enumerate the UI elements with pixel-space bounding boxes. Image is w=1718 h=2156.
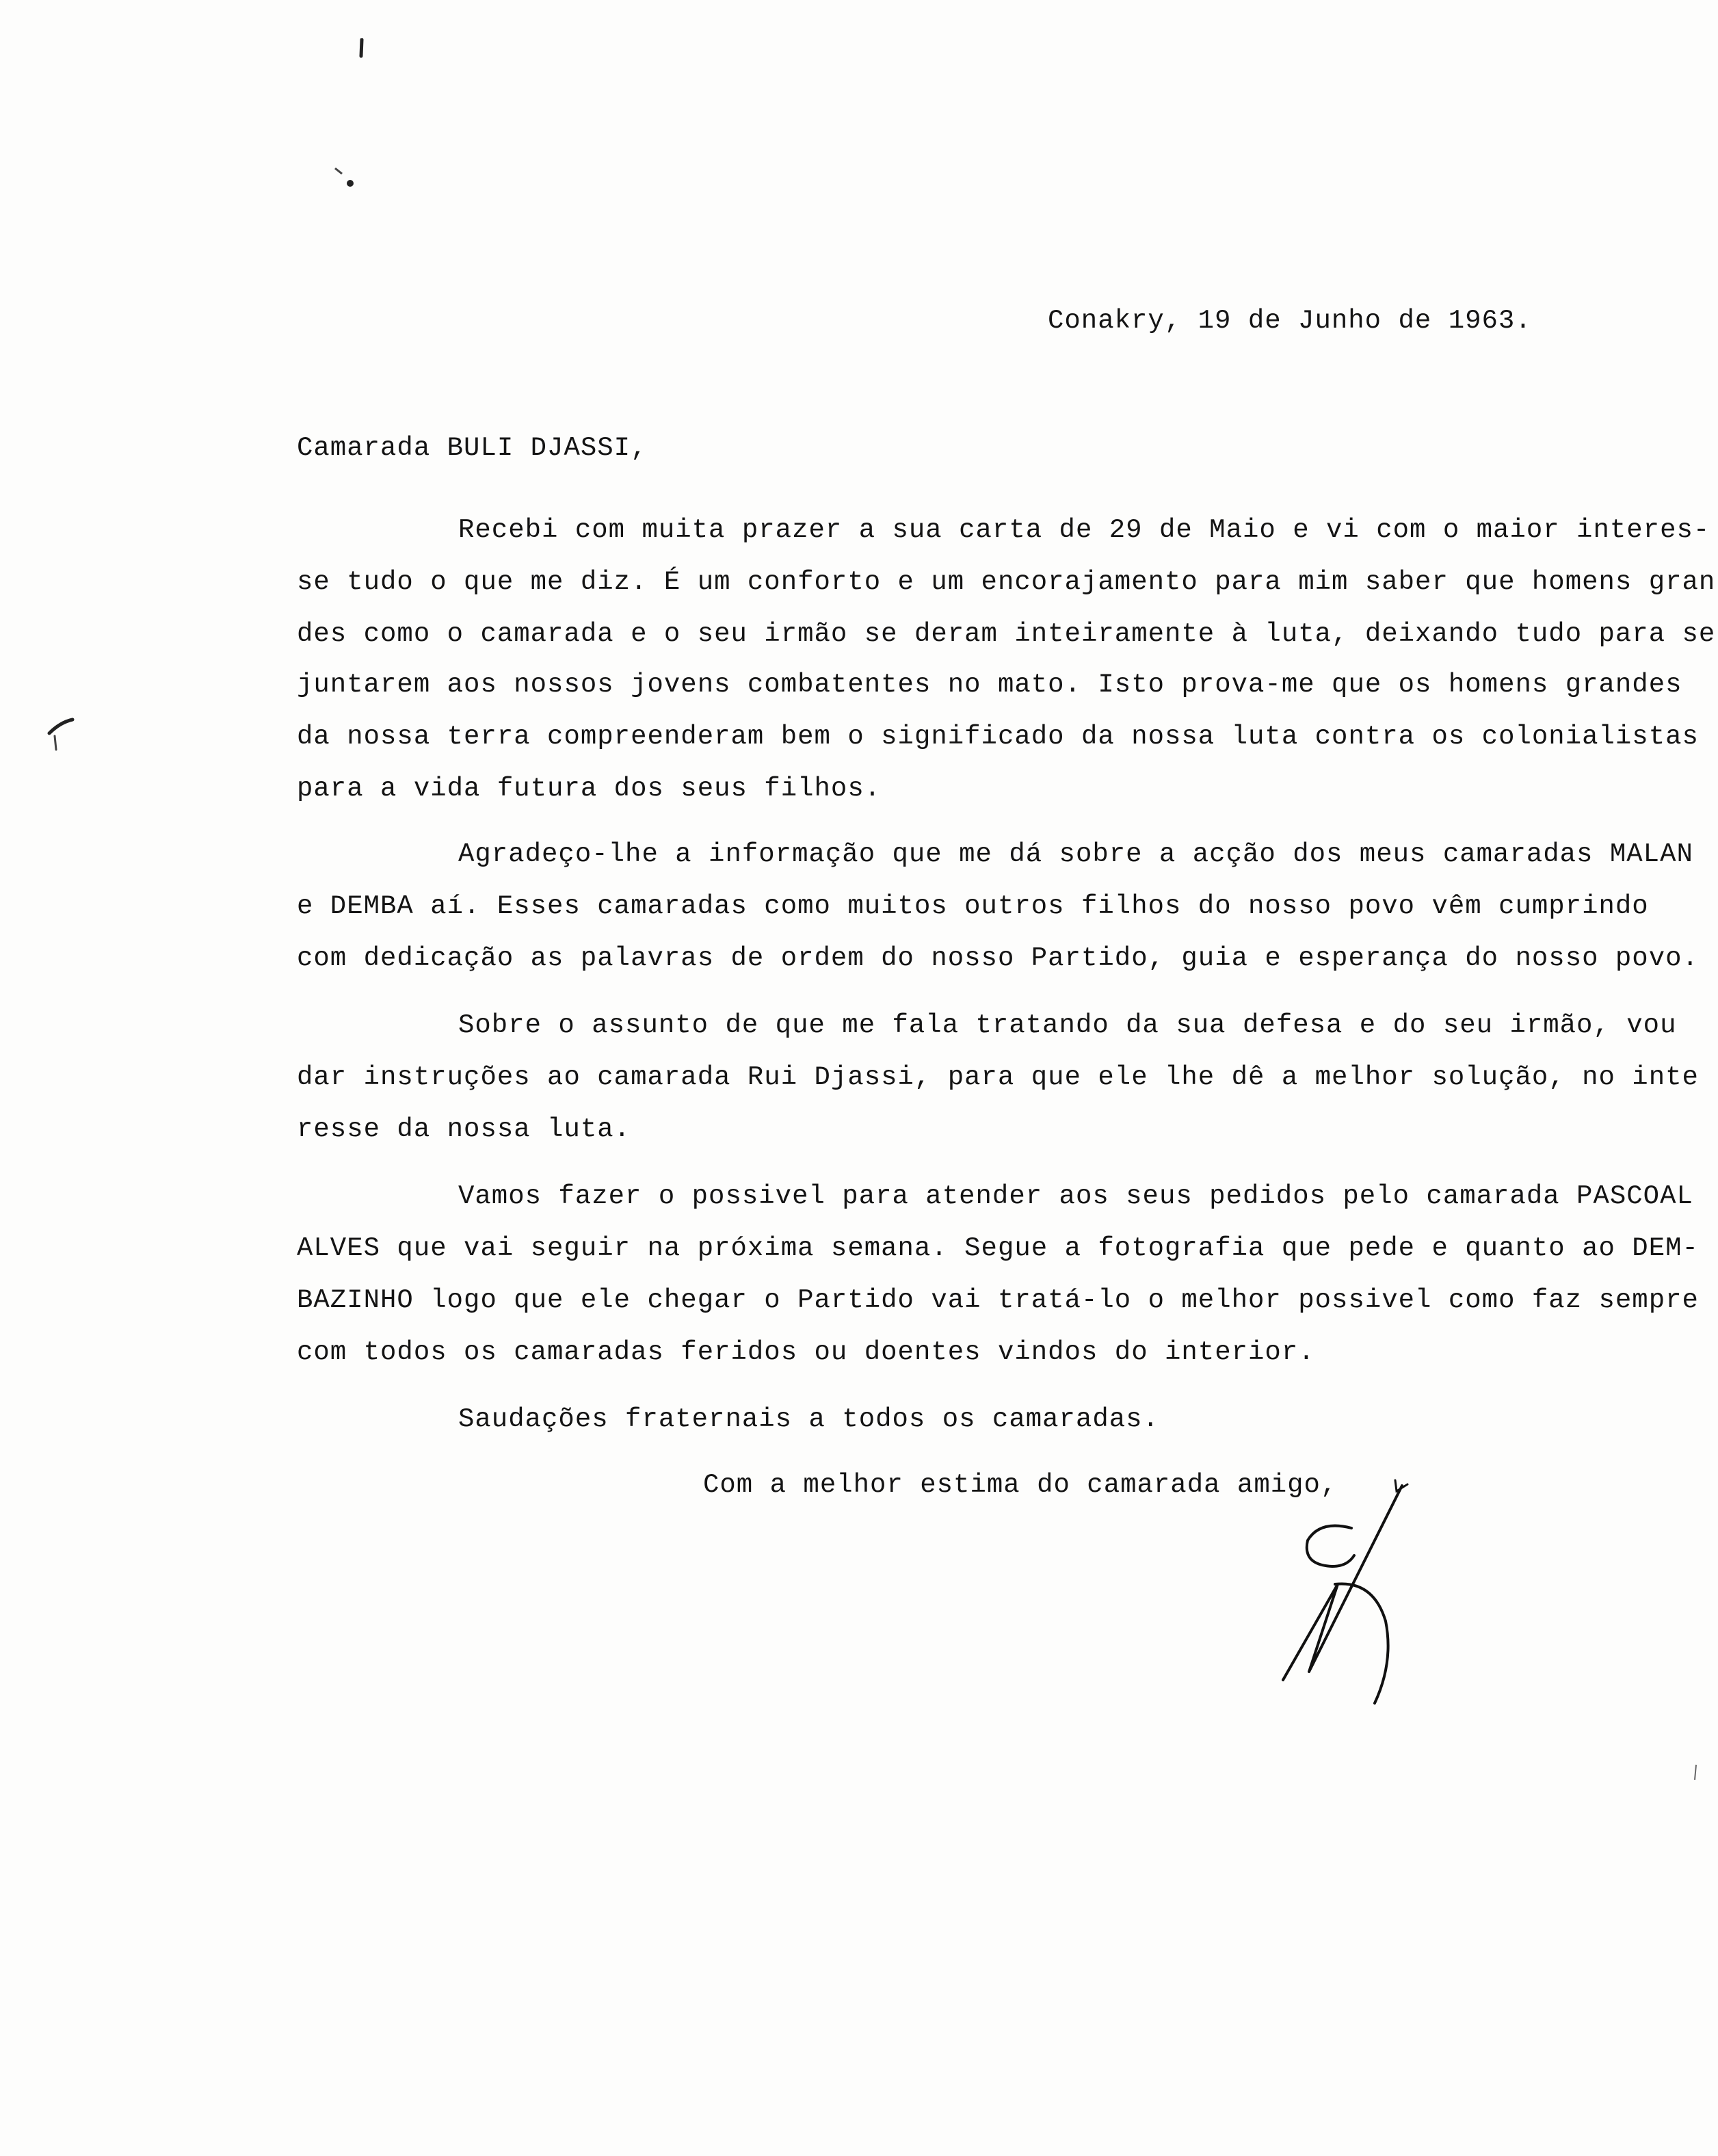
- body-line: Sobre o assunto de que me fala tratando da sua defesa e do seu irmão, vou: [458, 1010, 1677, 1040]
- body-line: ALVES que vai seguir na próxima semana. Segue a fotografia que pede e quanto ao DEM-: [297, 1233, 1699, 1263]
- body-line: Recebi com muita prazer a sua carta de 29 de Maio e vi com o maior interes-: [458, 515, 1710, 545]
- body-line: Agradeço-lhe a informação que me dá sobre a acção dos meus camaradas MALAN: [458, 839, 1693, 869]
- body-line: e DEMBA aí. Esses camaradas como muitos outros filhos do nosso povo vêm cumprindo: [297, 891, 1649, 921]
- body-line: com dedicação as palavras de ordem do nosso Partido, guia e esperança do nosso povo.: [297, 943, 1699, 973]
- body-line: Vamos fazer o possivel para atender aos seus pedidos pelo camarada PASCOAL: [458, 1181, 1693, 1211]
- ink-speck-small: [332, 164, 360, 192]
- body-line: BAZINHO logo que ele chegar o Partido vai tratá-lo o melhor possivel como faz sempre: [297, 1285, 1699, 1315]
- body-line: se tudo o que me diz. É um conforto e um encorajamento para mim saber que homens gran: [297, 567, 1716, 597]
- margin-mark: [42, 715, 83, 757]
- place-date: Conakry, 19 de Junho de 1963.: [1048, 306, 1532, 336]
- body-line: juntarem aos nossos jovens combatentes no mato. Isto prova-me que os homens grandes: [297, 670, 1682, 700]
- signature: [1217, 1464, 1436, 1710]
- salutation: Camarada BULI DJASSI,: [297, 433, 648, 463]
- body-line: para a vida futura dos seus filhos.: [297, 774, 882, 804]
- ink-speck-top: [357, 38, 367, 59]
- closing: Com a melhor estima do camarada amigo,: [703, 1470, 1338, 1500]
- body-line: des como o camarada e o seu irmão se deram inteiramente à luta, deixando tudo para se: [297, 619, 1716, 649]
- body-line: resse da nossa luta.: [297, 1114, 631, 1144]
- edge-speck: [1692, 1763, 1702, 1784]
- body-line: da nossa terra compreenderam bem o significado da nossa luta contra os colonialistas: [297, 722, 1699, 752]
- body-line: dar instruções ao camarada Rui Djassi, para que ele lhe dê a melhor solução, no inte: [297, 1062, 1699, 1092]
- body-line: Saudações fraternais a todos os camaradas.: [458, 1404, 1159, 1434]
- body-line: com todos os camaradas feridos ou doentes vindos do interior.: [297, 1337, 1315, 1367]
